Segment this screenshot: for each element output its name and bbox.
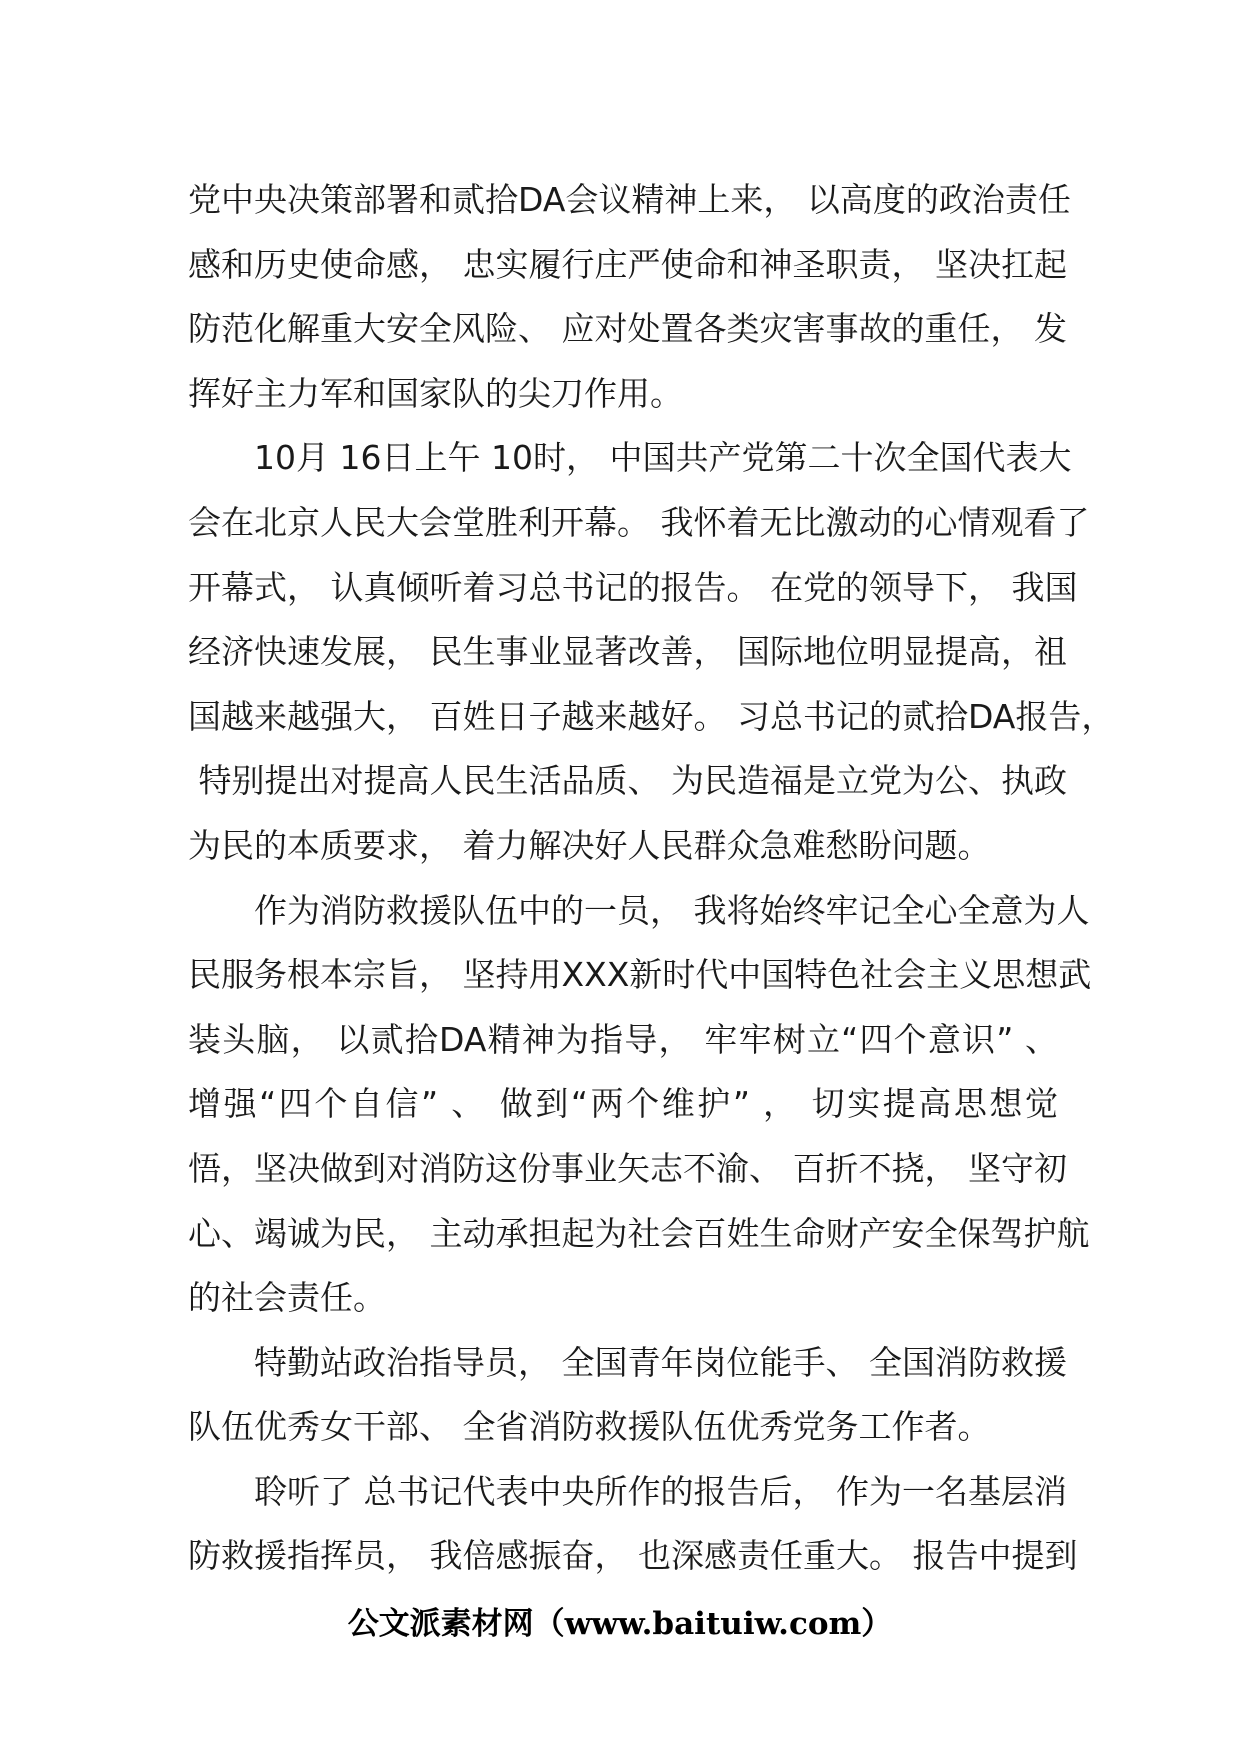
text-line: 经济快速发展， 民生事业显著改善， 国际地位明显提高，祖: [188, 632, 1067, 672]
text-line: 防范化解重大安全风险、 应对处置各类灾害事故的重任， 发: [188, 309, 1067, 349]
text-line: 感和历史使命感， 忠实履行庄严使命和神圣职责， 坚决扛起: [188, 244, 1067, 284]
text-line: 特别提出对提高人民生活品质、 为民造福是立党为公、执政: [188, 761, 1067, 801]
text-line: 悟，坚决做到对消防这份事业矢志不渝、 百折不挠， 坚守初: [188, 1148, 1067, 1188]
text-line: 开幕式， 认真倾听着习总书记的报告。 在党的领导下， 我国: [188, 567, 1078, 607]
text-line: 队伍优秀女干部、 全省消防救援队伍优秀党务工作者。: [188, 1407, 991, 1447]
text-line: 党中央决策部署和贰拾DA会议精神上来， 以高度的政治责任: [188, 180, 1071, 219]
text-line: 心、竭诚为民， 主动承担起为社会百姓生命财产安全保驾护航: [188, 1213, 1090, 1253]
text-line: 特勤站政治指导员， 全国青年岗位能手、 全国消防救援: [188, 1342, 1067, 1382]
text-line: 增强“四个自信” 、 做到“两个维护” ， 切实提高思想觉: [188, 1084, 1059, 1124]
text-line: 装头脑， 以贰拾DA精神为指导， 牢牢树立“四个意识” 、: [188, 1019, 1058, 1059]
text-line: 挥好主力军和国家队的尖刀作用。: [188, 373, 683, 413]
text-line: 10月 16日上午 10时， 中国共产党第二十次全国代表大: [188, 438, 1072, 478]
text-line: 聆听了 总书记代表中央所作的报告后， 作为一名基层消: [188, 1471, 1067, 1511]
text-line: 民服务根本宗旨， 坚持用XXX新时代中国特色社会主义思想武: [188, 955, 1092, 995]
text-line: 为民的本质要求， 着力解决好人民群众急难愁盼问题。: [188, 825, 991, 865]
document-body: [188, 168, 1115, 1589]
text-line: 作为消防救援队伍中的一员， 我将始终牢记全心全意为人: [188, 890, 1090, 930]
page-footer: 公文派素材网（www.baituiw.com）: [347, 1606, 893, 1642]
text-line: 防救援指挥员， 我倍感振奋， 也深感责任重大。 报告中提到: [188, 1536, 1078, 1576]
text-line: 的社会责任。: [188, 1278, 386, 1318]
text-line: 会在北京人民大会堂胜利开幕。 我怀着无比激动的心情观看了: [188, 502, 1090, 542]
text-line: 国越来越强大， 百姓日子越来越好。 习总书记的贰拾DA报告，: [188, 696, 1115, 736]
